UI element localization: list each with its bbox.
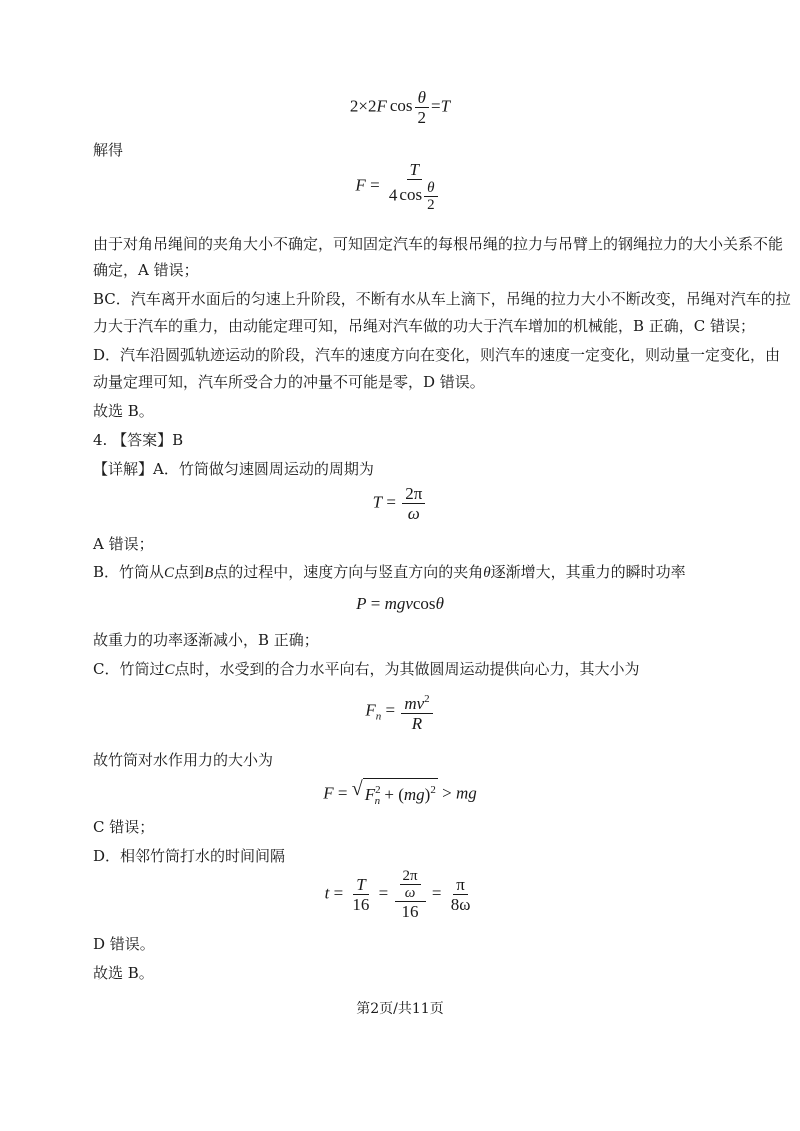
b-correct: 故重力的功率逐渐减小，B 正确； [93, 631, 319, 649]
final-answer: 故选 B。 [93, 964, 154, 982]
answer-choice-3: 故选 B。 [93, 402, 154, 420]
equation-power: P = mgvcosθ [356, 594, 444, 613]
question-4-answer: 4. 【答案】B [93, 431, 184, 449]
equation-force-result: F = T 4 cos $\frac{\theta}{2}$ [0, 160, 800, 213]
paragraph-bc-2: 力大于汽车的重力，由动能定理可知，吊绳对汽车做的功大于汽车增加的机械能，B 正确，C 错误； [93, 317, 756, 335]
paragraph-b: B．竹筒从C点到B点的过程中，速度方向与竖直方向的夹角θ逐渐增大，其重力的瞬时功率 [93, 563, 686, 581]
a-wrong: A 错误； [93, 535, 154, 553]
equation-resultant-force: F = √ $F^2_n + (mg)^2$ > mg [0, 778, 800, 811]
equation-centripetal: $F_n$ = $\frac{mv^2}{R}$ [0, 690, 800, 733]
detail-a: 【详解】A．竹筒做匀速圆周运动的周期为 [93, 460, 374, 478]
page-number: 第2页/共11页 [356, 1001, 444, 1017]
paragraph-a-1: 由于对角吊绳间的夹角大小不确定，可知固定汽车的每根吊绳的拉力与吊臂上的钢绳拉力的大小关系不能 [93, 235, 784, 253]
paragraph-a-2: 确定，A 错误； [93, 261, 199, 279]
c-force-text: 故竹筒对水作用力的大小为 [93, 751, 274, 769]
c-wrong: C 错误； [93, 818, 155, 836]
paragraph-bc-1: BC．汽车离开水面后的匀速上升阶段，不断有水从车上滴下，吊绳的拉力大小不断改变，吊绳对汽车的拉 [93, 290, 791, 308]
paragraph-d-time: D．相邻竹筒打水的时间间隔 [93, 847, 286, 865]
paragraph-c: C．竹筒过C点时，水受到的合力水平向右，为其做圆周运动提供向心力，其大小为 [93, 660, 640, 678]
equation-tension-balance: 2×2F cos $\frac{\theta}{2}$ =T [349, 88, 451, 127]
paragraph-d-2: 动量定理可知，汽车所受合力的冲量不可能是零，D 错误。 [93, 373, 485, 391]
d-wrong: D 错误。 [93, 935, 155, 953]
equation-period: T = $\frac{2\pi}{\omega}$ [0, 484, 800, 523]
paragraph-d-1: D．汽车沿圆弧轨迹运动的阶段，汽车的速度方向在变化，则汽车的速度一定变化，则动量一定变化，由 [93, 346, 781, 364]
equation-time-interval: t = $\frac{T}{16}$ = $\frac{\frac{2\pi}{\omega}}{16}$ = $\frac{\pi}{8\omega}$ [324, 868, 471, 921]
text-jiede: 解得 [93, 141, 124, 159]
